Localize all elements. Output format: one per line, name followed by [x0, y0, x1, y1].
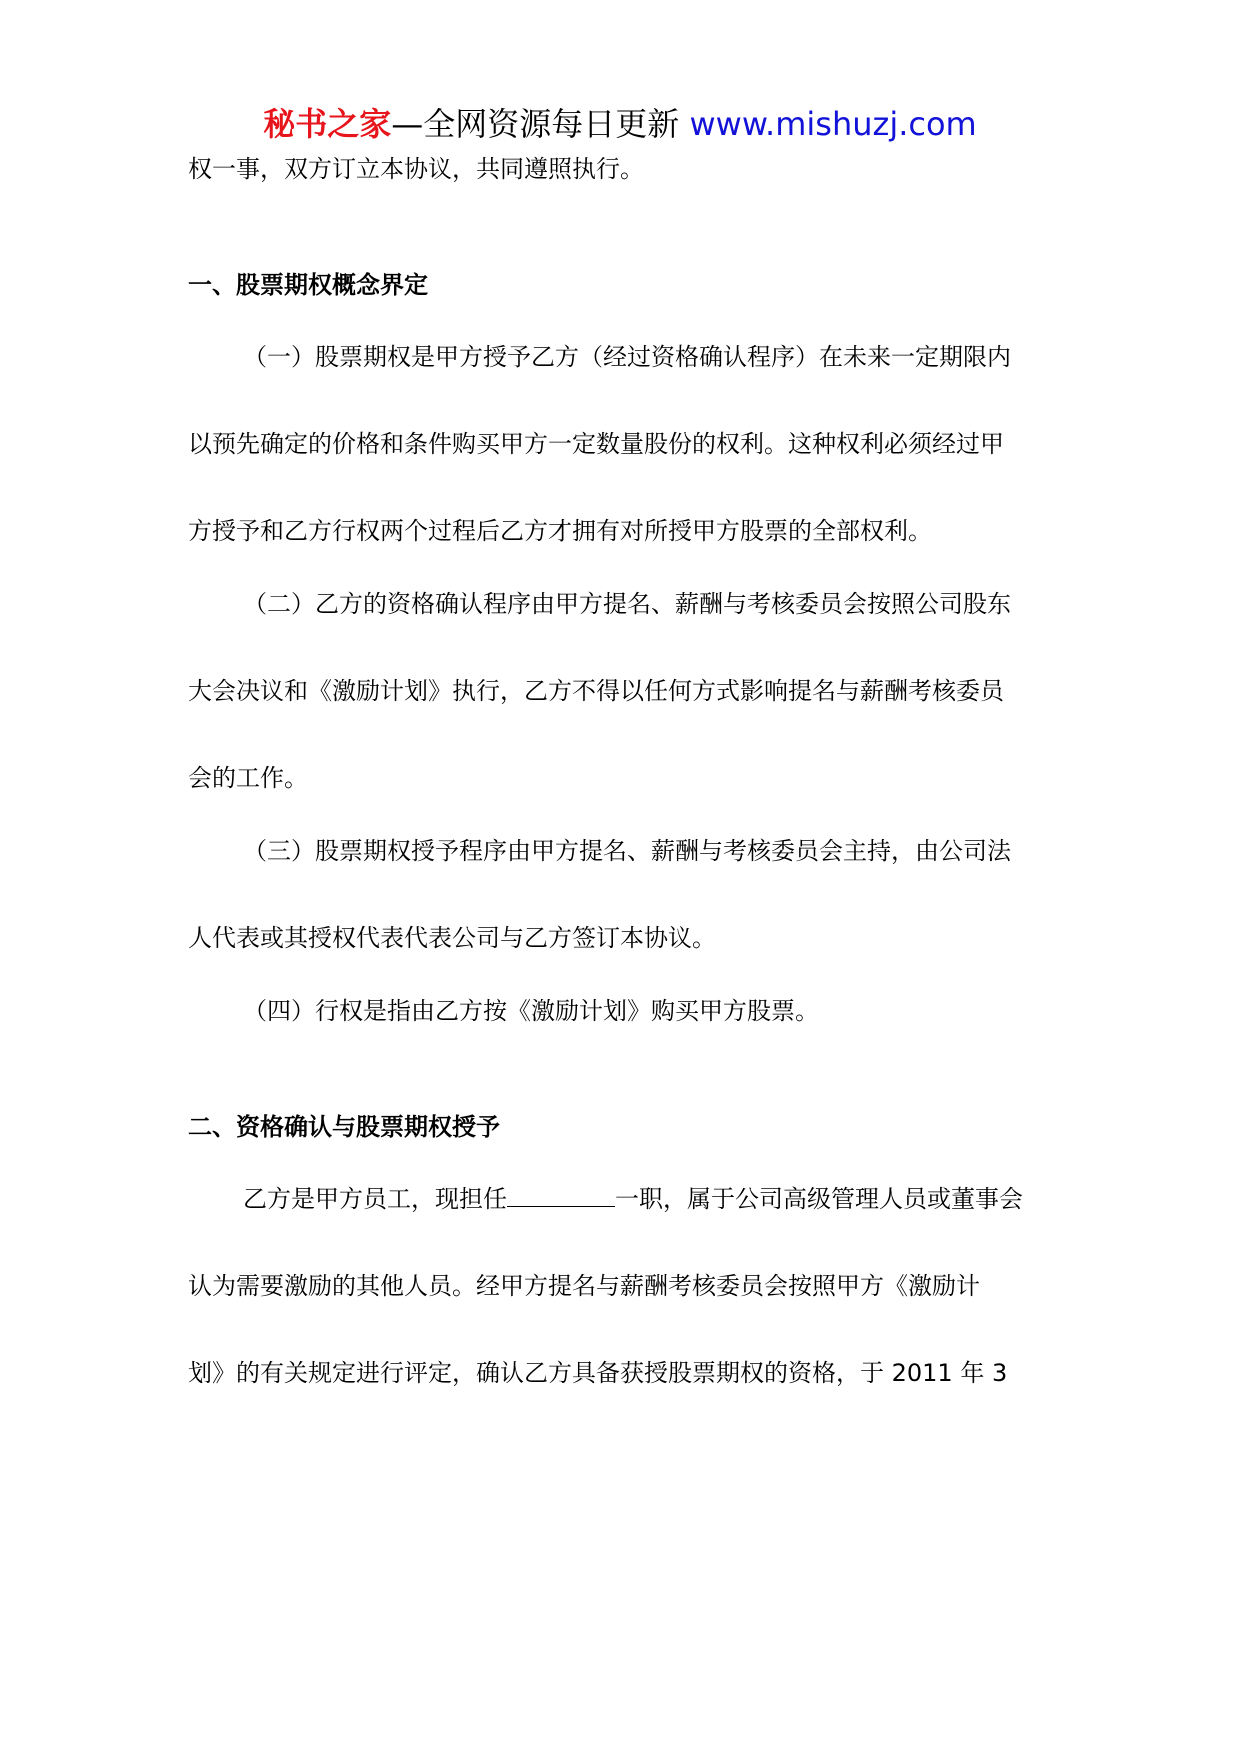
paragraph-line: 权一事，双方订立本协议，共同遵照执行。 — [188, 155, 644, 183]
paragraph-line: 人代表或其授权代表代表公司与乙方签订本协议。 — [188, 924, 716, 952]
section-heading-1: 一、股票期权概念界定 — [188, 271, 428, 299]
paragraph-line: （二）乙方的资格确认程序由甲方提名、薪酬与考核委员会按照公司股东 — [243, 590, 1011, 618]
paragraph-line: 以预先确定的价格和条件购买甲方一定数量股份的权利。这种权利必须经过甲 — [188, 430, 1004, 458]
site-header — [0, 100, 1240, 148]
paragraph-line: 方授予和乙方行权两个过程后乙方才拥有对所授甲方股票的全部权利。 — [188, 517, 932, 545]
paragraph-segment: 一职，属于公司高级管理人员或董事会 — [615, 1185, 1023, 1213]
paragraph-line — [243, 1182, 1058, 1216]
site-slogan: —全网资源每日更新 — [391, 105, 690, 143]
paragraph-segment: 乙方是甲方员工，现担任 — [243, 1185, 507, 1213]
paragraph-line: （三）股票期权授予程序由甲方提名、薪酬与考核委员会主持，由公司法 — [243, 837, 1011, 865]
section-heading-2: 二、资格确认与股票期权授予 — [188, 1113, 500, 1141]
paragraph-line: 划》的有关规定进行评定，确认乙方具备获授股票期权的资格，于 2011 年 3 — [188, 1359, 1008, 1387]
paragraph-line: 大会决议和《激励计划》执行，乙方不得以任何方式影响提名与薪酬考核委员 — [188, 677, 1004, 705]
site-brand: 秘书之家 — [263, 105, 392, 143]
paragraph-line: （四）行权是指由乙方按《激励计划》购买甲方股票。 — [243, 997, 819, 1025]
position-blank-line — [507, 1184, 615, 1207]
paragraph-line: 认为需要激励的其他人员。经甲方提名与薪酬考核委员会按照甲方《激励计 — [188, 1272, 980, 1300]
paragraph-line: 会的工作。 — [188, 764, 308, 792]
paragraph-line: （一）股票期权是甲方授予乙方（经过资格确认程序）在未来一定期限内 — [243, 343, 1011, 371]
site-url-link[interactable]: www.mishuzj.com — [689, 105, 977, 143]
